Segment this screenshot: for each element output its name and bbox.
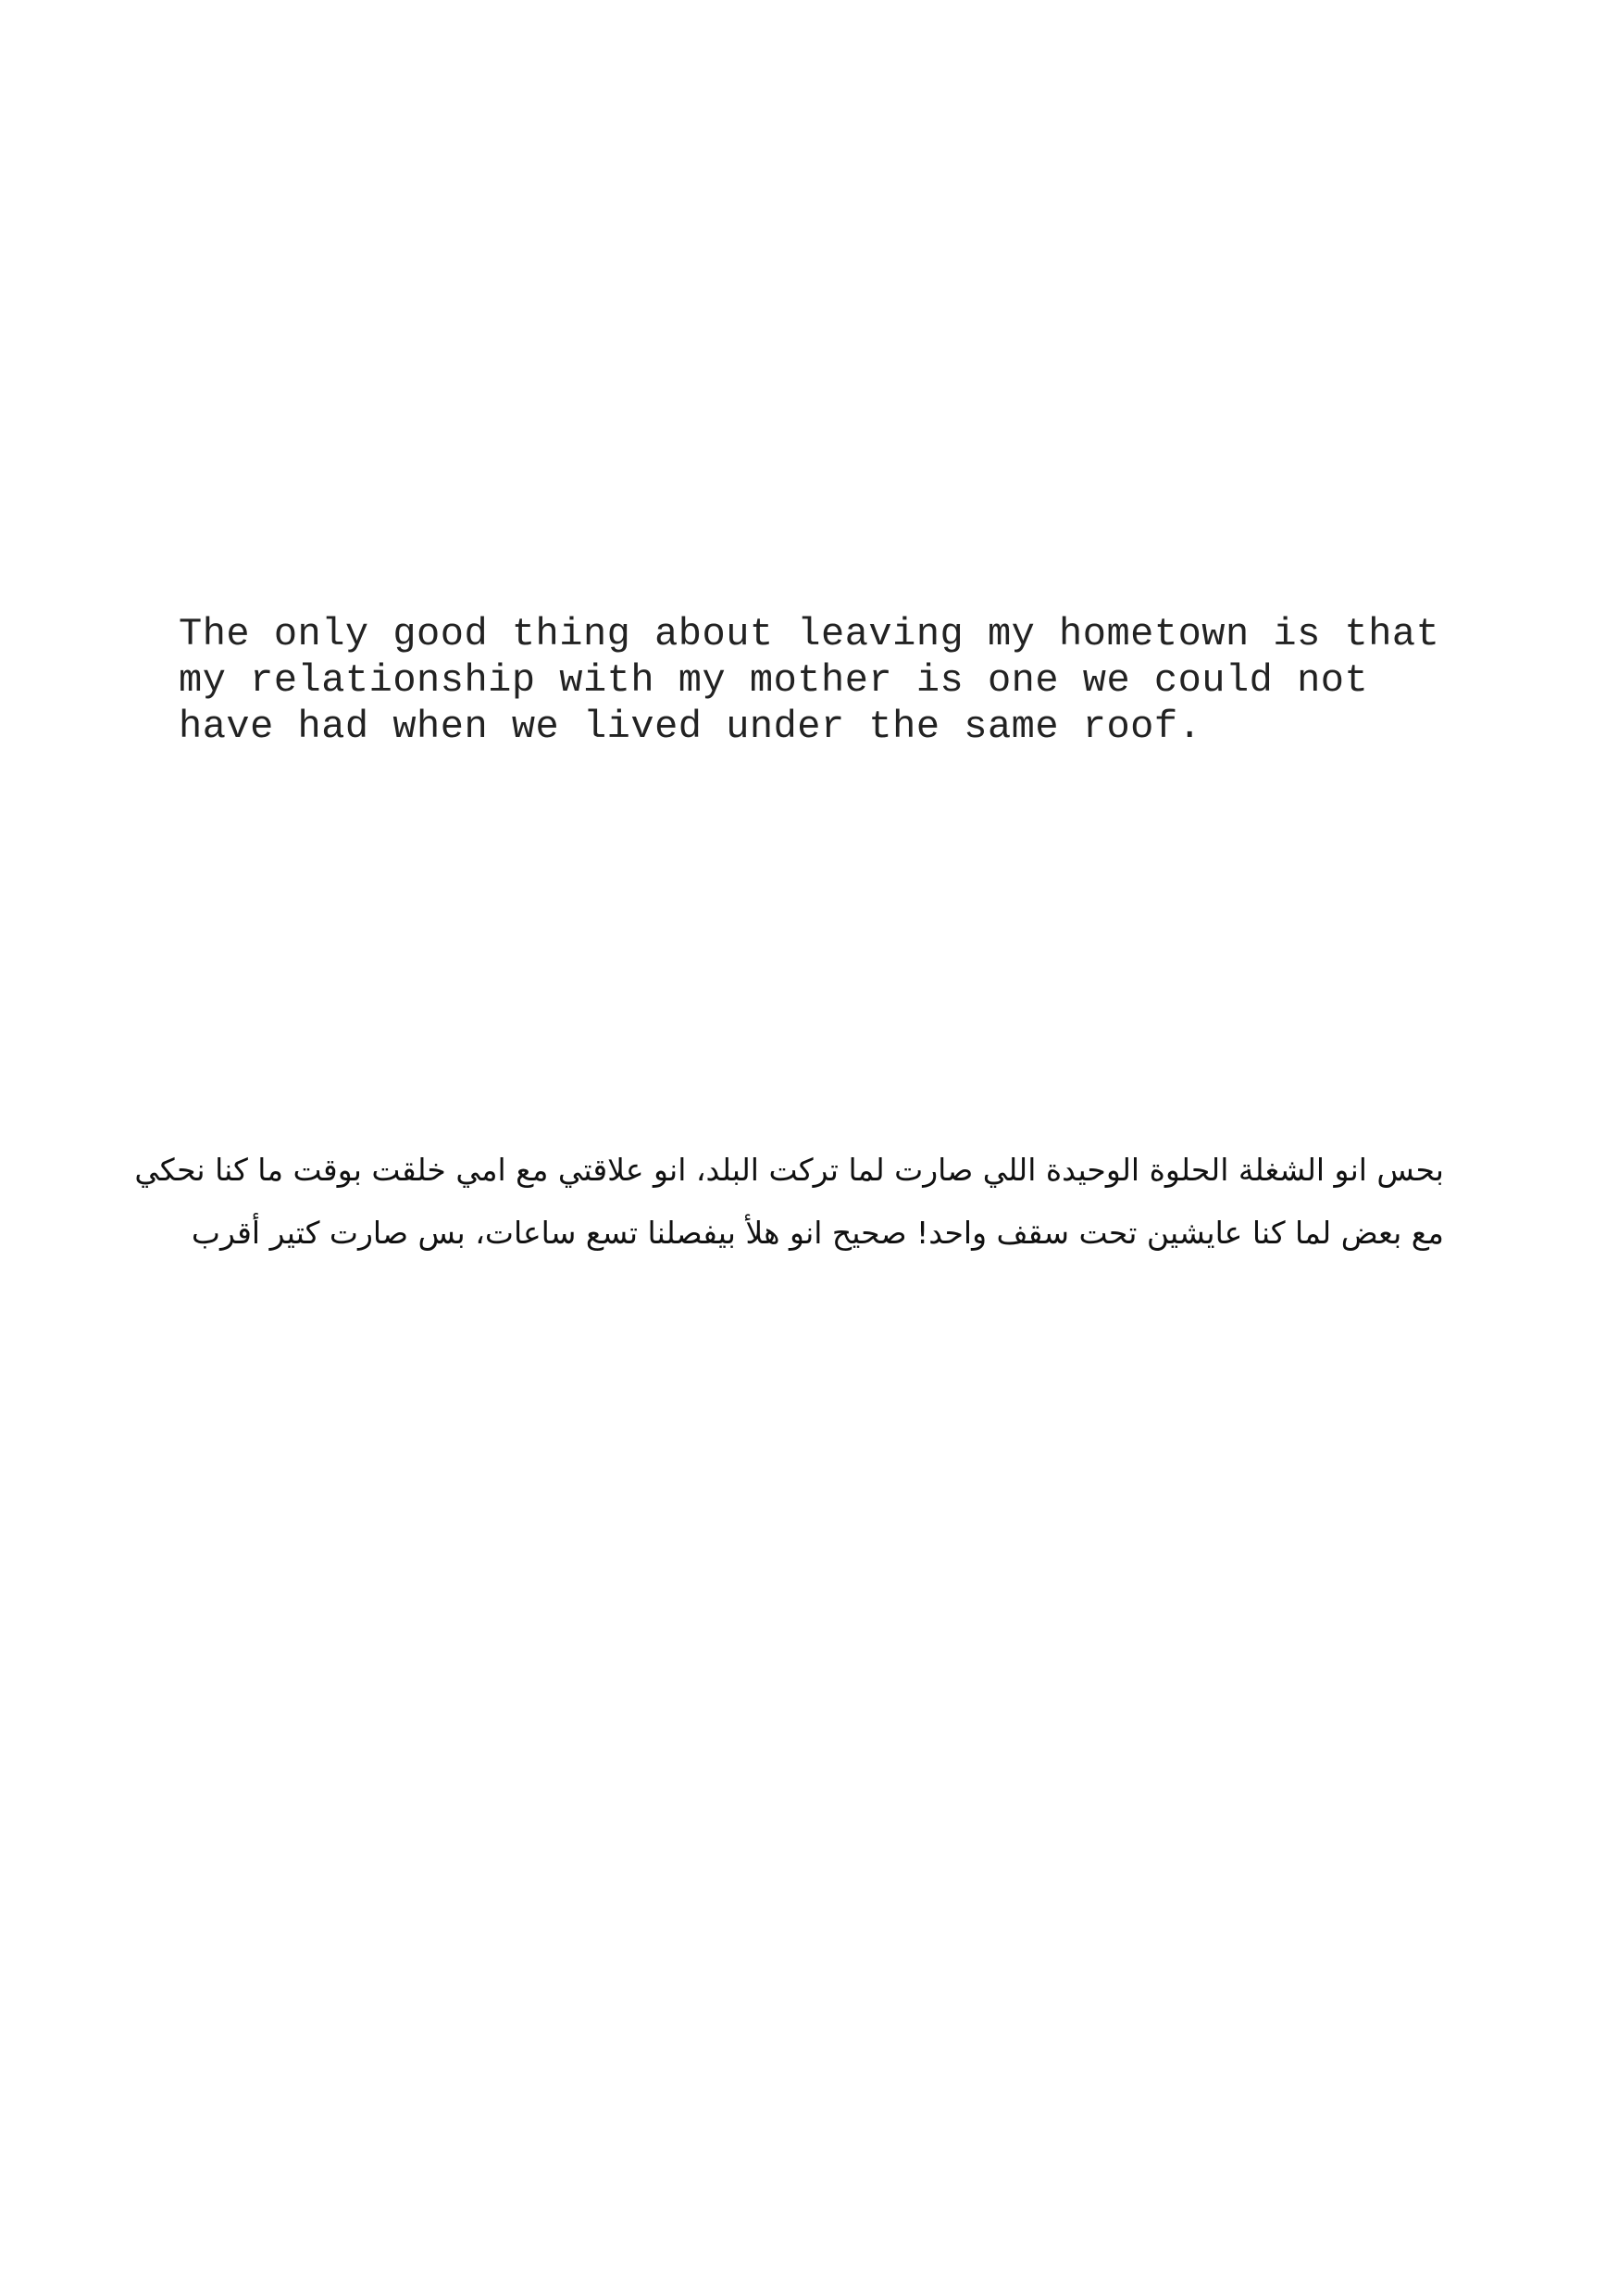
english-line-3: have had when we lived under the same roof. [179,705,1202,749]
arabic-paragraph [134,1139,1444,1265]
arabic-line-1: بحس انو الشغلة الحلوة الوحيدة اللي صارت لما تركت البلد، انو علاقتي مع امي خلقت بوقت ما كنا نحكي [134,1152,1444,1188]
english-line-2: my relationship with my mother is one we could not [179,658,1369,703]
arabic-line-2: مع بعض لما كنا عايشين تحت سقف واحد! صحيح انو هلأ بيفصلنا تسع ساعات، بس صارت كتير أقرب [191,1215,1444,1251]
english-paragraph [179,611,1475,750]
english-line-1: The only good thing about leaving my hometown is that [179,612,1440,656]
